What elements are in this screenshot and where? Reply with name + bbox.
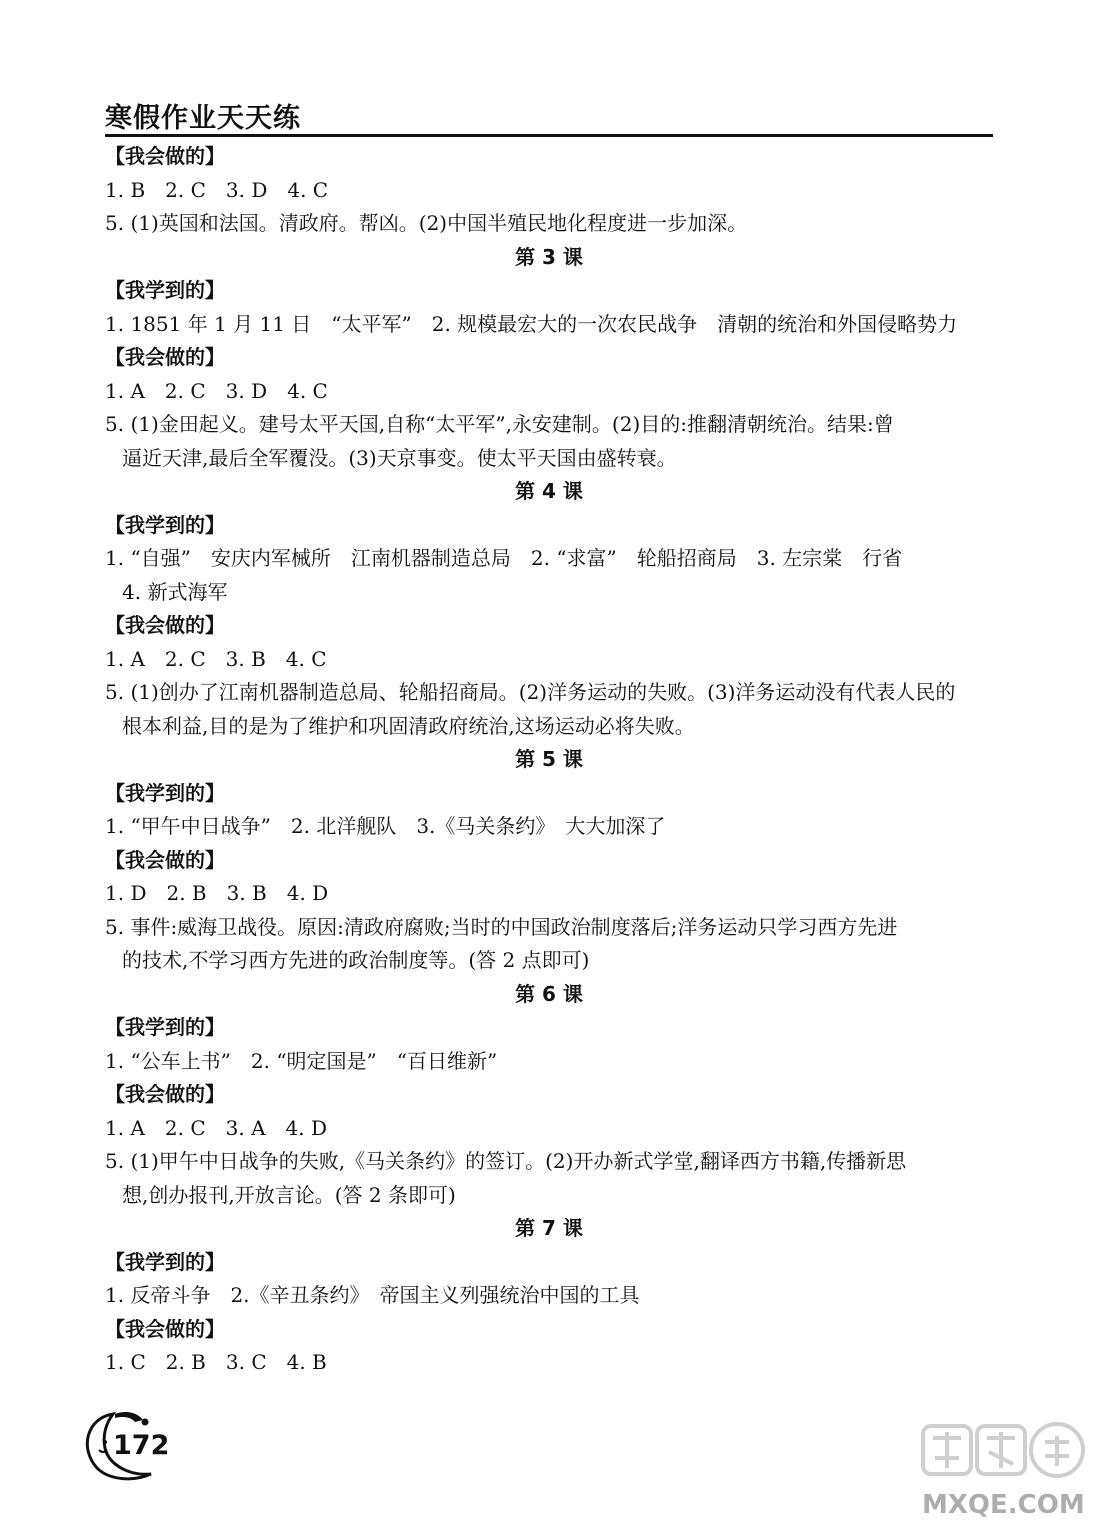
section-tag: 【我会做的】 xyxy=(105,1316,225,1341)
answer-line-continuation: 想,创办报刊,开放言论。(答 2 条即可) xyxy=(122,1182,456,1207)
answer-line: 1. A 2. C 3. A 4. D xyxy=(105,1115,327,1140)
lesson-heading: 第 6 课 xyxy=(515,981,583,1006)
section-tag: 【我会做的】 xyxy=(105,847,225,872)
section-tag: 【我会做的】 xyxy=(105,613,225,637)
section-tag: 【我会做的】 xyxy=(105,345,225,369)
answer-line: 1. 1851 年 1 月 11 日 “太平军” 2. 规模最宏大的一次农民战争 清朝的统治和外国侵略势力 xyxy=(105,311,958,336)
lesson-heading: 第 4 课 xyxy=(515,479,583,503)
answer-line: 1. D 2. B 3. B 4. D xyxy=(105,881,329,905)
answer-line: 1. “自强” 安庆内军械所 江南机器制造总局 2. “求富” 轮船招商局 3. 左宗棠 行省 xyxy=(105,546,903,570)
answer-line: 5. (1)英国和法国。清政府。帮凶。(2)中国半殖民地化程度进一步加深。 xyxy=(105,211,748,235)
page-number: 172 xyxy=(113,1430,170,1461)
answer-content xyxy=(105,140,993,1380)
section-tag: 【我会做的】 xyxy=(105,144,225,168)
watermark-text: MXQE.COM xyxy=(922,1490,1085,1520)
answer-line-continuation: 逼近天津,最后全军覆没。(3)天京事变。使太平天国由盛转衰。 xyxy=(122,445,677,470)
answer-line: 1. A 2. C 3. B 4. C xyxy=(105,646,327,671)
answer-line: 1. “甲午中日战争” 2. 北洋舰队 3.《马关条约》 大大加深了 xyxy=(105,814,666,838)
answer-line-continuation: 根本利益,目的是为了维护和巩固清政府统治,这场运动必将失败。 xyxy=(122,713,695,738)
section-tag: 【我学到的】 xyxy=(105,512,225,537)
answer-line-continuation: 的技术,不学习西方先进的政治制度等。(答 2 点即可) xyxy=(122,948,590,972)
lesson-heading: 第 5 课 xyxy=(515,747,583,771)
lesson-heading: 第 3 课 xyxy=(515,244,583,269)
answer-line: 1. “公车上书” 2. “明定国是” “百日维新” xyxy=(105,1048,498,1073)
answer-line: 1. 反帝斗争 2.《辛丑条约》 帝国主义列强统治中国的工具 xyxy=(105,1283,640,1307)
answer-line: 1. B 2. C 3. D 4. C xyxy=(105,177,329,202)
answer-line: 5. (1)甲午中日战争的失败,《马关条约》的签订。(2)开办新式学堂,翻译西方书籍,传播新思 xyxy=(105,1149,907,1173)
lesson-heading: 第 7 课 xyxy=(515,1216,583,1240)
section-tag: 【我学到的】 xyxy=(105,1249,225,1274)
answer-line: 5. (1)金田起义。建号太平天国,自称“太平军”,永安建制。(2)目的:推翻清朝统治。结果:曾 xyxy=(105,412,894,436)
header-title: 寒假作业天天练 xyxy=(105,103,301,134)
section-tag: 【我学到的】 xyxy=(105,278,225,302)
section-tag: 【我学到的】 xyxy=(105,1015,225,1039)
answer-line: 1. A 2. C 3. D 4. C xyxy=(105,378,328,403)
answer-line: 1. C 2. B 3. C 4. B xyxy=(105,1350,327,1374)
answer-line-continuation: 4. 新式海军 xyxy=(122,579,228,604)
header-rule xyxy=(105,134,993,137)
section-tag: 【我会做的】 xyxy=(105,1082,225,1106)
section-tag: 【我学到的】 xyxy=(105,780,225,805)
answer-line: 5. (1)创办了江南机器制造总局、轮船招商局。(2)洋务运动的失败。(3)洋务运动没有代表人民的 xyxy=(105,680,956,704)
answer-line: 5. 事件:威海卫战役。原因:清政府腐败;当时的中国政治制度落后;洋务运动只学习西方先进 xyxy=(105,914,898,939)
